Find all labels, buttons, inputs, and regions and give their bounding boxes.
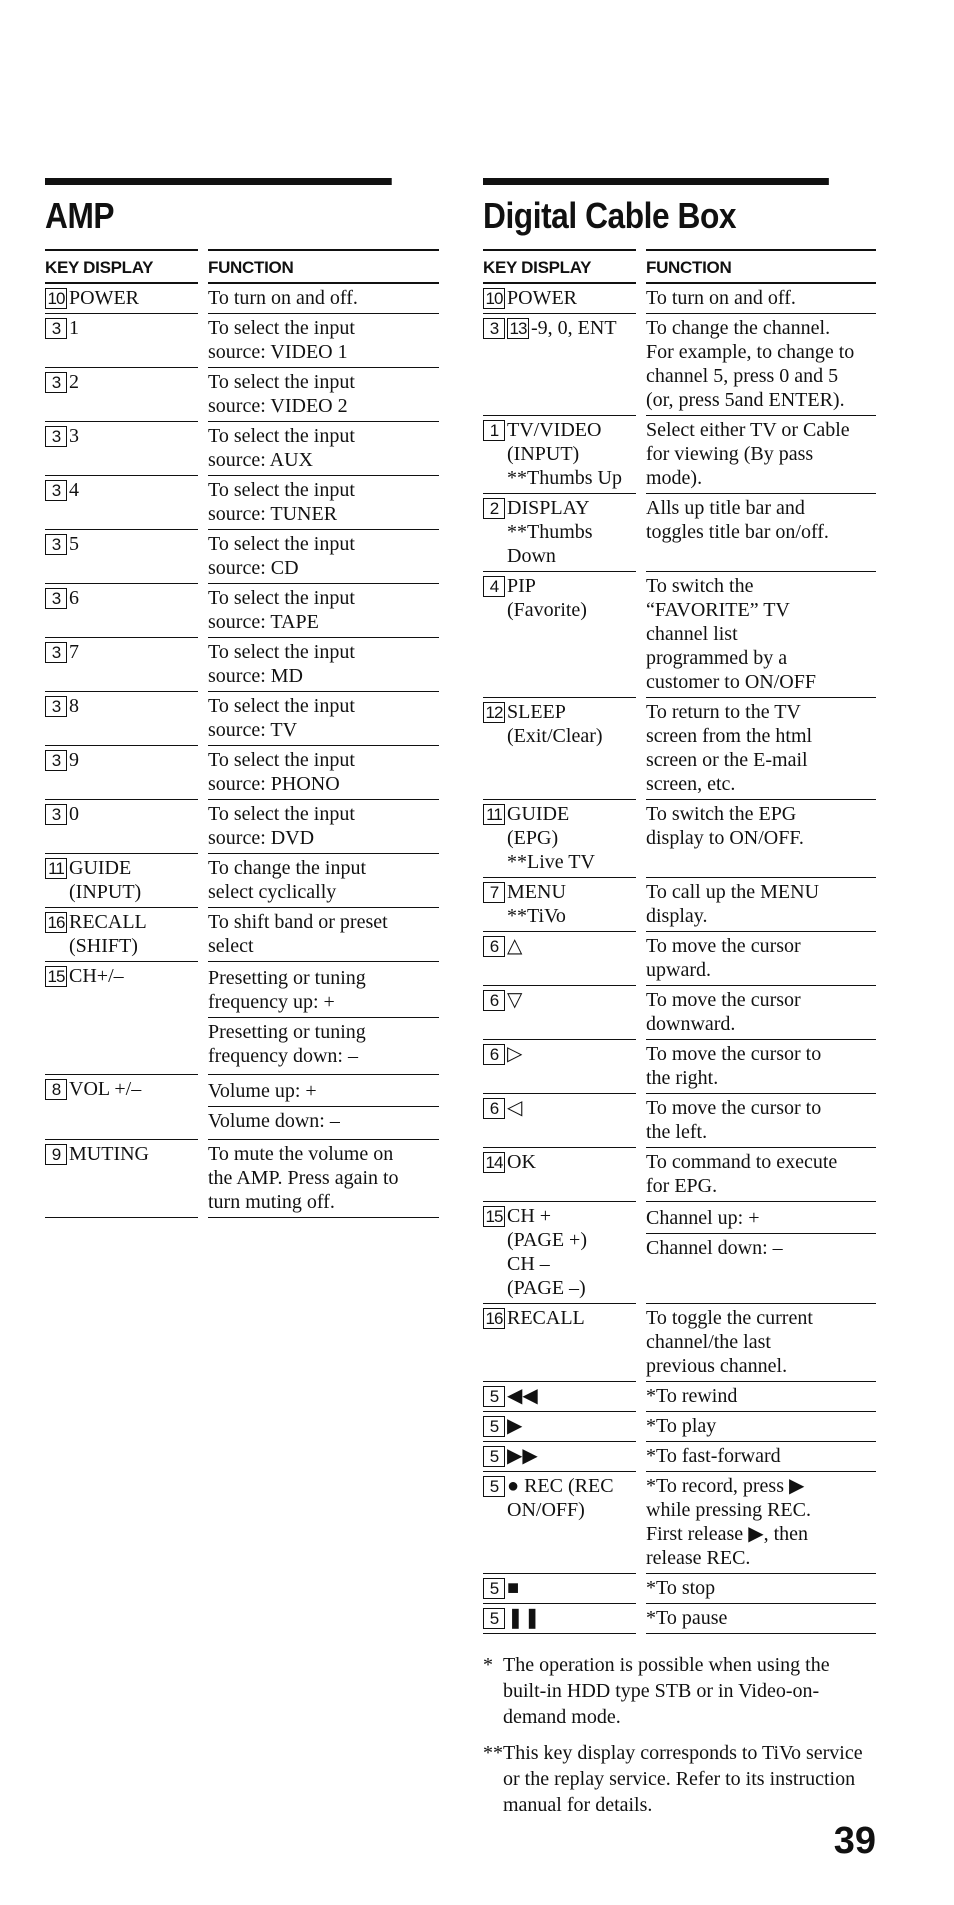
function-text: Volume up: + bbox=[208, 1077, 439, 1107]
key-label: ▽ bbox=[507, 989, 523, 1011]
button-number-badge: 4 bbox=[483, 576, 505, 597]
button-number-badge: 6 bbox=[483, 936, 505, 957]
function-text: To select the input source: TV bbox=[208, 695, 355, 741]
function-header: FUNCTION bbox=[208, 249, 439, 284]
key-display-cell bbox=[45, 284, 198, 314]
button-number-badge: 1 bbox=[483, 420, 505, 441]
amp-section bbox=[45, 178, 439, 1218]
function-cell bbox=[646, 494, 876, 572]
function-cell bbox=[208, 530, 439, 584]
function-cell bbox=[646, 1412, 876, 1442]
table-row bbox=[483, 284, 876, 314]
function-cell bbox=[646, 1574, 876, 1604]
footnote-single-asterisk: * The operation is possible when using the built-in HDD type STB or in Video-on-demand mode. bbox=[483, 1654, 830, 1728]
key-label: ▶▶ bbox=[507, 1445, 538, 1467]
function-text: To select the input source: TAPE bbox=[208, 587, 355, 633]
function-cell bbox=[646, 1604, 876, 1634]
function-text: Presetting or tuning frequency down: – bbox=[208, 1021, 366, 1067]
button-number-badge: 3 bbox=[45, 372, 67, 393]
key-display-cell bbox=[45, 476, 198, 530]
function-cell bbox=[646, 1304, 876, 1382]
key-label: ■ bbox=[507, 1577, 520, 1599]
key-display-header: KEY DISPLAY bbox=[483, 249, 636, 284]
key-display-cell bbox=[483, 1382, 636, 1412]
function-text: To turn on and off. bbox=[208, 287, 358, 309]
key-label: 4 bbox=[69, 479, 79, 501]
table-row bbox=[45, 638, 439, 692]
key-display-cell bbox=[483, 1412, 636, 1442]
function-text: To select the input source: AUX bbox=[208, 425, 355, 471]
function-text: To select the input source: TUNER bbox=[208, 479, 355, 525]
button-number-badge: 5 bbox=[483, 1476, 505, 1497]
table-row bbox=[483, 1304, 876, 1382]
button-number-badge: 15 bbox=[483, 1206, 505, 1227]
key-label: 2 bbox=[69, 371, 79, 393]
key-label: 1 bbox=[69, 317, 79, 339]
function-cell bbox=[208, 854, 439, 908]
key-display-cell bbox=[45, 422, 198, 476]
function-text: To mute the volume on the AMP. Press again to turn muting off. bbox=[208, 1143, 399, 1213]
table-header-row bbox=[483, 249, 876, 284]
function-cell bbox=[208, 692, 439, 746]
table-row bbox=[483, 1148, 876, 1202]
key-display-cell bbox=[483, 314, 636, 416]
table-row bbox=[483, 314, 876, 416]
key-label: 6 bbox=[69, 587, 79, 609]
key-display-cell bbox=[483, 416, 636, 494]
table-row bbox=[483, 1040, 876, 1094]
function-cell bbox=[646, 698, 876, 800]
key-display-cell bbox=[483, 1472, 636, 1574]
button-number-badge: 12 bbox=[483, 702, 505, 723]
key-label: 5 bbox=[69, 533, 79, 555]
key-label: ◀◀ bbox=[507, 1385, 538, 1407]
table-row bbox=[483, 1202, 876, 1304]
key-display-cell bbox=[483, 1202, 636, 1304]
function-text: To toggle the current channel/the last previous channel. bbox=[646, 1307, 813, 1377]
key-label: GUIDE (EPG) **Live TV bbox=[507, 803, 595, 873]
table-row bbox=[45, 476, 439, 530]
key-display-cell bbox=[45, 746, 198, 800]
key-label: 9 bbox=[69, 749, 79, 771]
table-row bbox=[45, 962, 439, 1075]
key-display-cell bbox=[45, 692, 198, 746]
function-text: *To stop bbox=[646, 1577, 716, 1599]
key-label: CH+/– bbox=[69, 965, 124, 987]
table-row bbox=[483, 1604, 876, 1634]
button-number-badge: 3 bbox=[45, 642, 67, 663]
key-display-cell bbox=[483, 572, 636, 698]
table-row bbox=[483, 1472, 876, 1574]
button-number-badge: 3 bbox=[45, 318, 67, 339]
key-label: ❚❚ bbox=[507, 1607, 541, 1629]
table-row bbox=[45, 284, 439, 314]
key-display-cell bbox=[483, 1574, 636, 1604]
key-display-cell bbox=[483, 1604, 636, 1634]
function-cell bbox=[646, 986, 876, 1040]
table-row bbox=[483, 1382, 876, 1412]
function-text: To select the input source: VIDEO 2 bbox=[208, 371, 355, 417]
function-text: To turn on and off. bbox=[646, 287, 796, 309]
function-text: To return to the TV screen from the html screen or the E-mail screen, etc. bbox=[646, 701, 813, 795]
function-cell bbox=[208, 1140, 439, 1218]
function-cell bbox=[646, 1472, 876, 1574]
key-label: POWER bbox=[507, 287, 577, 309]
function-text: To switch the EPG display to ON/OFF. bbox=[646, 803, 804, 849]
key-display-cell bbox=[483, 986, 636, 1040]
button-number-badge: 16 bbox=[483, 1308, 505, 1329]
button-number-badge: 5 bbox=[483, 1578, 505, 1599]
key-label: ● REC (REC ON/OFF) bbox=[507, 1475, 614, 1521]
key-label: POWER bbox=[69, 287, 139, 309]
function-text: To change the channel. For example, to change to channel 5, press 0 and 5 (or, press 5and ENTER). bbox=[646, 317, 855, 411]
key-display-cell bbox=[45, 854, 198, 908]
button-number-badge: 10 bbox=[45, 288, 67, 309]
cable-section bbox=[483, 178, 876, 1828]
button-number-badge: 3 bbox=[45, 588, 67, 609]
table-row bbox=[45, 800, 439, 854]
function-cell bbox=[646, 800, 876, 878]
key-display-cell bbox=[45, 584, 198, 638]
key-display-cell bbox=[483, 494, 636, 572]
function-cell bbox=[646, 878, 876, 932]
key-display-cell bbox=[45, 800, 198, 854]
function-cell bbox=[208, 638, 439, 692]
function-cell bbox=[646, 1094, 876, 1148]
button-number-badge: 3 bbox=[45, 480, 67, 501]
amp-key-table bbox=[45, 249, 439, 1218]
table-row bbox=[45, 530, 439, 584]
function-text: To move the cursor to the right. bbox=[646, 1043, 822, 1089]
key-label: 8 bbox=[69, 695, 79, 717]
key-label: 7 bbox=[69, 641, 79, 663]
button-number-badge: 3 bbox=[45, 696, 67, 717]
table-row bbox=[45, 368, 439, 422]
function-text: To call up the MENU display. bbox=[646, 881, 820, 927]
function-text: To select the input source: VIDEO 1 bbox=[208, 317, 355, 363]
function-text: *To record, press ▶ while pressing REC. First release ▶, then release REC. bbox=[646, 1475, 811, 1569]
function-cell bbox=[646, 1442, 876, 1472]
table-row bbox=[483, 1412, 876, 1442]
key-display-cell bbox=[45, 962, 198, 1075]
button-number-badge: 3 bbox=[45, 426, 67, 447]
function-text: To command to execute for EPG. bbox=[646, 1151, 838, 1197]
page-number: 39 bbox=[833, 1820, 876, 1862]
button-number-badge: 6 bbox=[483, 1044, 505, 1065]
key-display-cell bbox=[483, 878, 636, 932]
function-text: To move the cursor downward. bbox=[646, 989, 801, 1035]
function-cell bbox=[208, 422, 439, 476]
button-number-badge: 15 bbox=[45, 966, 67, 987]
function-cell bbox=[208, 314, 439, 368]
function-text: To shift band or preset select bbox=[208, 911, 388, 957]
key-label: TV/VIDEO (INPUT) **Thumbs Up bbox=[507, 419, 622, 489]
button-number-badge: 6 bbox=[483, 1098, 505, 1119]
function-cell bbox=[646, 1148, 876, 1202]
button-number-badge: 3 bbox=[45, 804, 67, 825]
function-cell bbox=[208, 746, 439, 800]
key-display-cell bbox=[483, 284, 636, 314]
amp-title: AMP bbox=[45, 178, 392, 237]
key-label: SLEEP (Exit/Clear) bbox=[507, 701, 603, 747]
key-display-cell bbox=[483, 1094, 636, 1148]
button-number-badge: 8 bbox=[45, 1079, 67, 1100]
function-cell bbox=[646, 932, 876, 986]
key-label: DISPLAY **Thumbs Down bbox=[507, 497, 593, 567]
button-number-badge: 5 bbox=[483, 1386, 505, 1407]
button-number-badge: 3 bbox=[45, 534, 67, 555]
footnotes bbox=[483, 1652, 876, 1818]
key-display-cell bbox=[45, 1075, 198, 1140]
function-text: To select the input source: DVD bbox=[208, 803, 355, 849]
table-row bbox=[45, 746, 439, 800]
table-row bbox=[45, 1075, 439, 1140]
table-header-row bbox=[45, 249, 439, 284]
function-cell bbox=[208, 368, 439, 422]
button-number-badge: 5 bbox=[483, 1416, 505, 1437]
button-number-badge: 14 bbox=[483, 1152, 505, 1173]
button-number-badge: 11 bbox=[483, 804, 505, 825]
table-row bbox=[45, 692, 439, 746]
key-display-cell bbox=[483, 1040, 636, 1094]
button-number-badge: 7 bbox=[483, 882, 505, 903]
function-cell bbox=[646, 314, 876, 416]
key-display-cell bbox=[483, 1148, 636, 1202]
footnote-double-asterisk: ** This key display corresponds to TiVo service or the replay service. Refer to its instruction manual for details. bbox=[483, 1742, 863, 1816]
function-text: *To pause bbox=[646, 1607, 728, 1629]
key-label: △ bbox=[507, 935, 523, 957]
table-row bbox=[45, 854, 439, 908]
table-row bbox=[45, 584, 439, 638]
cable-key-table bbox=[483, 249, 876, 1634]
table-row bbox=[483, 986, 876, 1040]
function-text: Presetting or tuning frequency up: + bbox=[208, 964, 439, 1018]
key-display-cell bbox=[45, 530, 198, 584]
button-number-badge: 2 bbox=[483, 498, 505, 519]
function-text: Channel up: + bbox=[646, 1204, 876, 1234]
key-display-cell bbox=[45, 314, 198, 368]
function-text: Channel down: – bbox=[646, 1237, 783, 1259]
function-cell bbox=[646, 1202, 876, 1304]
button-number-badge: 3 bbox=[483, 318, 505, 339]
function-text: To change the input select cyclically bbox=[208, 857, 366, 903]
function-text: *To rewind bbox=[646, 1385, 738, 1407]
function-cell bbox=[646, 1040, 876, 1094]
function-text: To move the cursor to the left. bbox=[646, 1097, 822, 1143]
key-label: 0 bbox=[69, 803, 79, 825]
table-row bbox=[483, 1442, 876, 1472]
function-cell bbox=[646, 416, 876, 494]
key-display-cell bbox=[483, 932, 636, 986]
key-label: ▷ bbox=[507, 1043, 523, 1065]
function-text: To select the input source: CD bbox=[208, 533, 355, 579]
table-row bbox=[45, 422, 439, 476]
function-header: FUNCTION bbox=[646, 249, 876, 284]
function-text: *To fast-forward bbox=[646, 1445, 781, 1467]
function-text: To select the input source: MD bbox=[208, 641, 355, 687]
function-cell bbox=[208, 908, 439, 962]
function-cell bbox=[208, 476, 439, 530]
key-display-cell bbox=[45, 908, 198, 962]
key-label: PIP (Favorite) bbox=[507, 575, 587, 621]
table-row bbox=[483, 416, 876, 494]
function-text: To switch the “FAVORITE” TV channel list programmed by a customer to ON/OFF bbox=[646, 575, 816, 693]
key-label: RECALL (SHIFT) bbox=[69, 911, 147, 957]
button-number-badge: 11 bbox=[45, 858, 67, 879]
button-number-badge: 16 bbox=[45, 912, 67, 933]
key-label: MENU **TiVo bbox=[507, 881, 566, 927]
key-display-cell bbox=[483, 1442, 636, 1472]
table-row bbox=[483, 1094, 876, 1148]
button-number-badge: 10 bbox=[483, 288, 505, 309]
function-cell bbox=[646, 284, 876, 314]
table-row bbox=[45, 314, 439, 368]
button-number-badge: 6 bbox=[483, 990, 505, 1011]
key-display-cell bbox=[45, 368, 198, 422]
key-display-cell bbox=[45, 638, 198, 692]
function-cell bbox=[646, 572, 876, 698]
table-row bbox=[483, 932, 876, 986]
button-number-badge: 13 bbox=[507, 318, 529, 339]
key-label: -9, 0, ENT bbox=[531, 317, 617, 339]
key-display-cell bbox=[483, 1304, 636, 1382]
function-text: To move the cursor upward. bbox=[646, 935, 801, 981]
key-label: CH + (PAGE +) CH – (PAGE –) bbox=[507, 1205, 587, 1299]
key-label: 3 bbox=[69, 425, 79, 447]
key-label: ◁ bbox=[507, 1097, 523, 1119]
function-cell bbox=[208, 584, 439, 638]
table-row bbox=[483, 698, 876, 800]
function-text: *To play bbox=[646, 1415, 717, 1437]
button-number-badge: 9 bbox=[45, 1144, 67, 1165]
table-row bbox=[483, 572, 876, 698]
key-display-header: KEY DISPLAY bbox=[45, 249, 198, 284]
key-label: RECALL bbox=[507, 1307, 585, 1329]
table-row bbox=[483, 1574, 876, 1604]
function-cell bbox=[646, 1382, 876, 1412]
key-display-cell bbox=[483, 800, 636, 878]
key-display-cell bbox=[483, 698, 636, 800]
function-text: To select the input source: PHONO bbox=[208, 749, 355, 795]
key-label: OK bbox=[507, 1151, 536, 1173]
function-text: Alls up title bar and toggles title bar on/off. bbox=[646, 497, 829, 543]
table-row bbox=[483, 878, 876, 932]
table-row bbox=[483, 494, 876, 572]
button-number-badge: 5 bbox=[483, 1608, 505, 1629]
function-cell bbox=[208, 800, 439, 854]
key-display-cell bbox=[45, 1140, 198, 1218]
table-row bbox=[483, 800, 876, 878]
function-text: Volume down: – bbox=[208, 1110, 340, 1132]
table-row bbox=[45, 1140, 439, 1218]
key-label: MUTING bbox=[69, 1143, 149, 1165]
function-cell bbox=[208, 1075, 439, 1140]
function-cell bbox=[208, 284, 439, 314]
key-label: ▶ bbox=[507, 1415, 523, 1437]
function-text: Select either TV or Cable for viewing (By pass mode). bbox=[646, 419, 850, 489]
cable-title: Digital Cable Box bbox=[483, 178, 829, 237]
button-number-badge: 5 bbox=[483, 1446, 505, 1467]
button-number-badge: 3 bbox=[45, 750, 67, 771]
key-label: GUIDE (INPUT) bbox=[69, 857, 142, 903]
function-cell bbox=[208, 962, 439, 1075]
table-row bbox=[45, 908, 439, 962]
key-label: VOL +/– bbox=[69, 1078, 142, 1100]
